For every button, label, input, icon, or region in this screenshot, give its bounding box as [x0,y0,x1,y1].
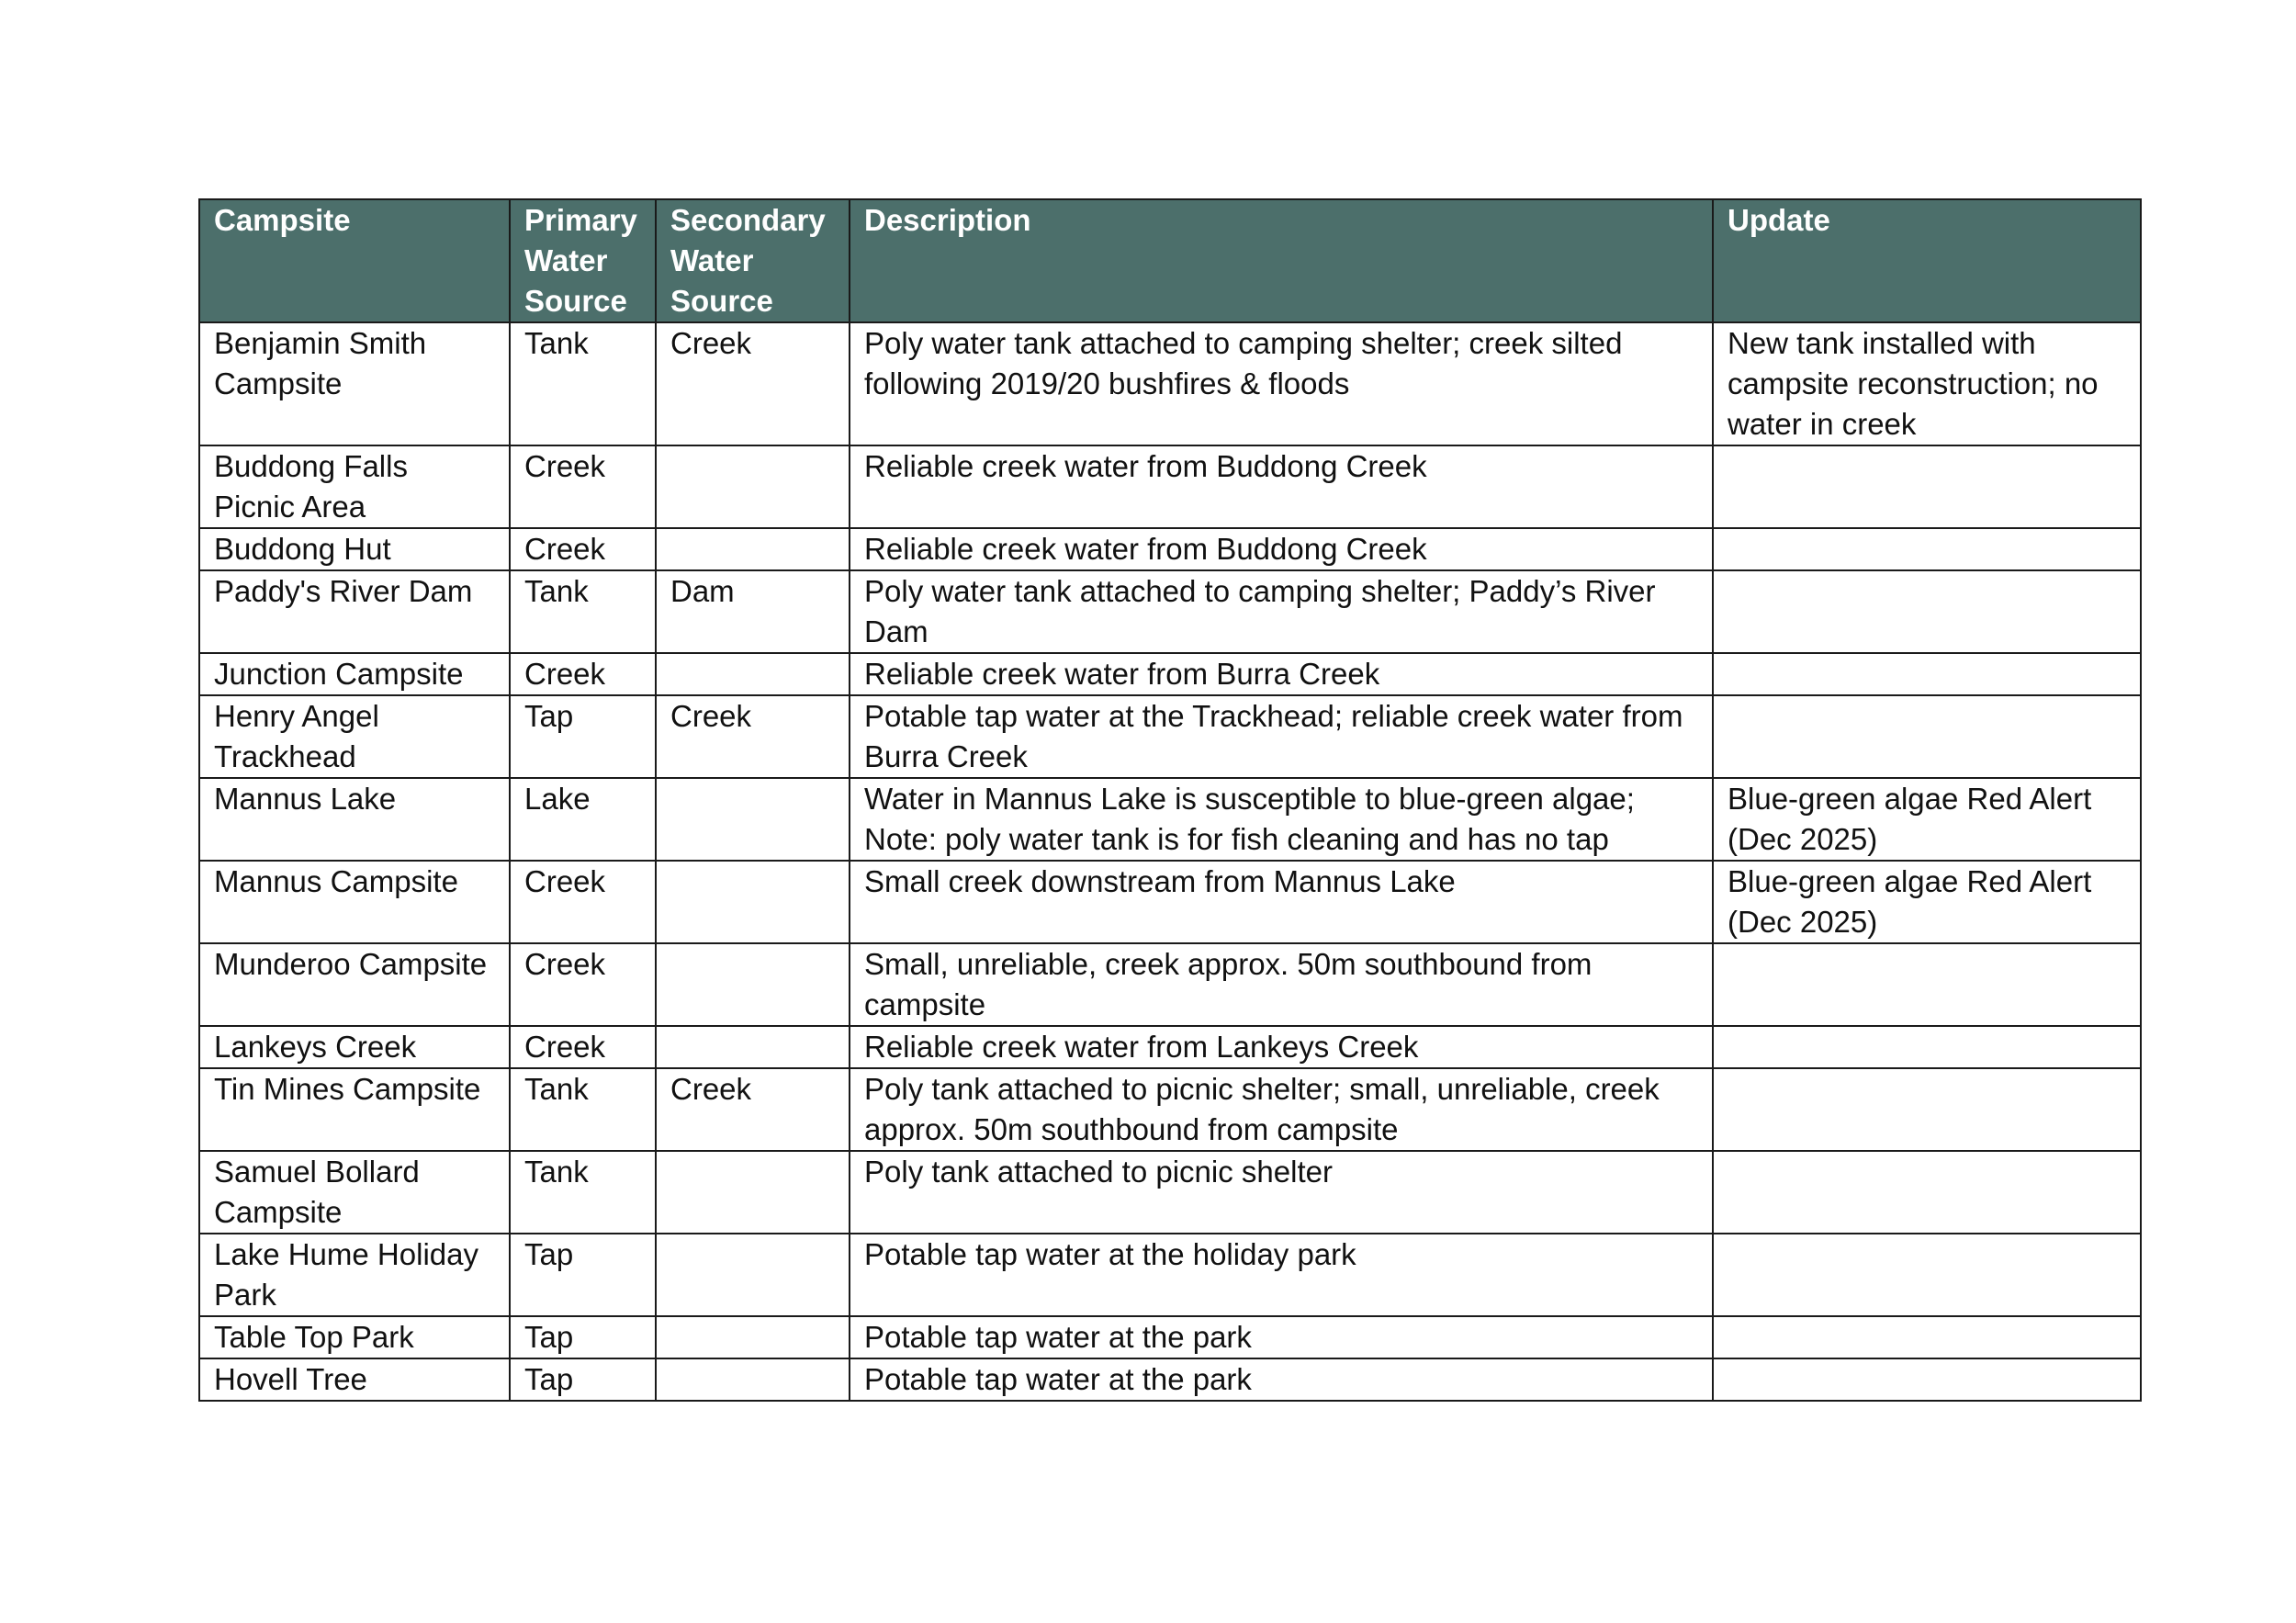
cell-primary: Tank [510,1068,656,1151]
table-header [199,199,2141,322]
table-row [199,695,2141,778]
cell-secondary [656,943,850,1026]
header-description: Description [850,199,1713,322]
cell-update [1713,695,2141,778]
cell-campsite: Junction Campsite [199,653,510,695]
cell-secondary [656,1151,850,1234]
cell-campsite: Benjamin Smith Campsite [199,322,510,445]
cell-campsite: Tin Mines Campsite [199,1068,510,1151]
cell-update [1713,1316,2141,1358]
cell-description: Potable tap water at the Trackhead; reliable creek water from Burra Creek [850,695,1713,778]
cell-update [1713,1358,2141,1401]
cell-campsite: Buddong Falls Picnic Area [199,445,510,528]
cell-primary: Tank [510,322,656,445]
header-primary-water-source: Primary Water Source [510,199,656,322]
header-row [199,199,2141,322]
cell-description: Small creek downstream from Mannus Lake [850,861,1713,943]
header-secondary-water-source: Secondary Water Source [656,199,850,322]
cell-secondary [656,1316,850,1358]
cell-campsite: Table Top Park [199,1316,510,1358]
table-row [199,943,2141,1026]
cell-secondary [656,1358,850,1401]
table-row [199,1316,2141,1358]
table-row [199,528,2141,570]
cell-campsite: Mannus Lake [199,778,510,861]
table-row [199,653,2141,695]
cell-update [1713,528,2141,570]
cell-secondary [656,528,850,570]
cell-description: Poly water tank attached to camping shelter; creek silted following 2019/20 bushfires & floods [850,322,1713,445]
cell-campsite: Buddong Hut [199,528,510,570]
cell-update [1713,943,2141,1026]
cell-primary: Tap [510,1358,656,1401]
cell-campsite: Lankeys Creek [199,1026,510,1068]
cell-primary: Tap [510,695,656,778]
cell-primary: Creek [510,653,656,695]
cell-secondary [656,861,850,943]
cell-campsite: Hovell Tree [199,1358,510,1401]
cell-description: Poly water tank attached to camping shelter; Paddy’s River Dam [850,570,1713,653]
cell-secondary [656,445,850,528]
water-sources-table [198,198,2142,1402]
cell-secondary [656,778,850,861]
cell-primary: Creek [510,528,656,570]
cell-update [1713,1068,2141,1151]
cell-description: Reliable creek water from Buddong Creek [850,528,1713,570]
cell-description: Poly tank attached to picnic shelter [850,1151,1713,1234]
table-row [199,1026,2141,1068]
cell-description: Water in Mannus Lake is susceptible to blue-green algae; Note: poly water tank is for fish cleaning and has no tap [850,778,1713,861]
cell-description: Potable tap water at the park [850,1316,1713,1358]
cell-update: Blue-green algae Red Alert (Dec 2025) [1713,778,2141,861]
table-row [199,1234,2141,1316]
cell-campsite: Samuel Bollard Campsite [199,1151,510,1234]
cell-primary: Tap [510,1234,656,1316]
cell-update [1713,445,2141,528]
table-row [199,1151,2141,1234]
cell-campsite: Munderoo Campsite [199,943,510,1026]
cell-description: Reliable creek water from Buddong Creek [850,445,1713,528]
cell-primary: Creek [510,445,656,528]
cell-secondary: Creek [656,322,850,445]
cell-secondary: Creek [656,1068,850,1151]
cell-primary: Creek [510,943,656,1026]
cell-primary: Lake [510,778,656,861]
cell-primary: Creek [510,861,656,943]
cell-secondary [656,653,850,695]
cell-secondary [656,1234,850,1316]
table-row [199,322,2141,445]
cell-campsite: Paddy's River Dam [199,570,510,653]
cell-secondary: Dam [656,570,850,653]
table-row [199,861,2141,943]
cell-update [1713,570,2141,653]
cell-description: Poly tank attached to picnic shelter; small, unreliable, creek approx. 50m southbound from campsite [850,1068,1713,1151]
cell-update: New tank installed with campsite reconstruction; no water in creek [1713,322,2141,445]
table-row [199,1068,2141,1151]
table-body [199,322,2141,1401]
cell-secondary: Creek [656,695,850,778]
cell-description: Potable tap water at the holiday park [850,1234,1713,1316]
cell-secondary [656,1026,850,1068]
table-row [199,778,2141,861]
cell-description: Small, unreliable, creek approx. 50m southbound from campsite [850,943,1713,1026]
cell-primary: Tap [510,1316,656,1358]
cell-primary: Tank [510,1151,656,1234]
cell-primary: Tank [510,570,656,653]
cell-update [1713,653,2141,695]
cell-update [1713,1151,2141,1234]
table-row [199,445,2141,528]
cell-update: Blue-green algae Red Alert (Dec 2025) [1713,861,2141,943]
cell-description: Potable tap water at the park [850,1358,1713,1401]
header-campsite: Campsite [199,199,510,322]
header-update: Update [1713,199,2141,322]
cell-campsite: Mannus Campsite [199,861,510,943]
cell-update [1713,1234,2141,1316]
table-row [199,570,2141,653]
cell-description: Reliable creek water from Lankeys Creek [850,1026,1713,1068]
cell-campsite: Lake Hume Holiday Park [199,1234,510,1316]
cell-update [1713,1026,2141,1068]
table-row [199,1358,2141,1401]
cell-campsite: Henry Angel Trackhead [199,695,510,778]
cell-primary: Creek [510,1026,656,1068]
cell-description: Reliable creek water from Burra Creek [850,653,1713,695]
